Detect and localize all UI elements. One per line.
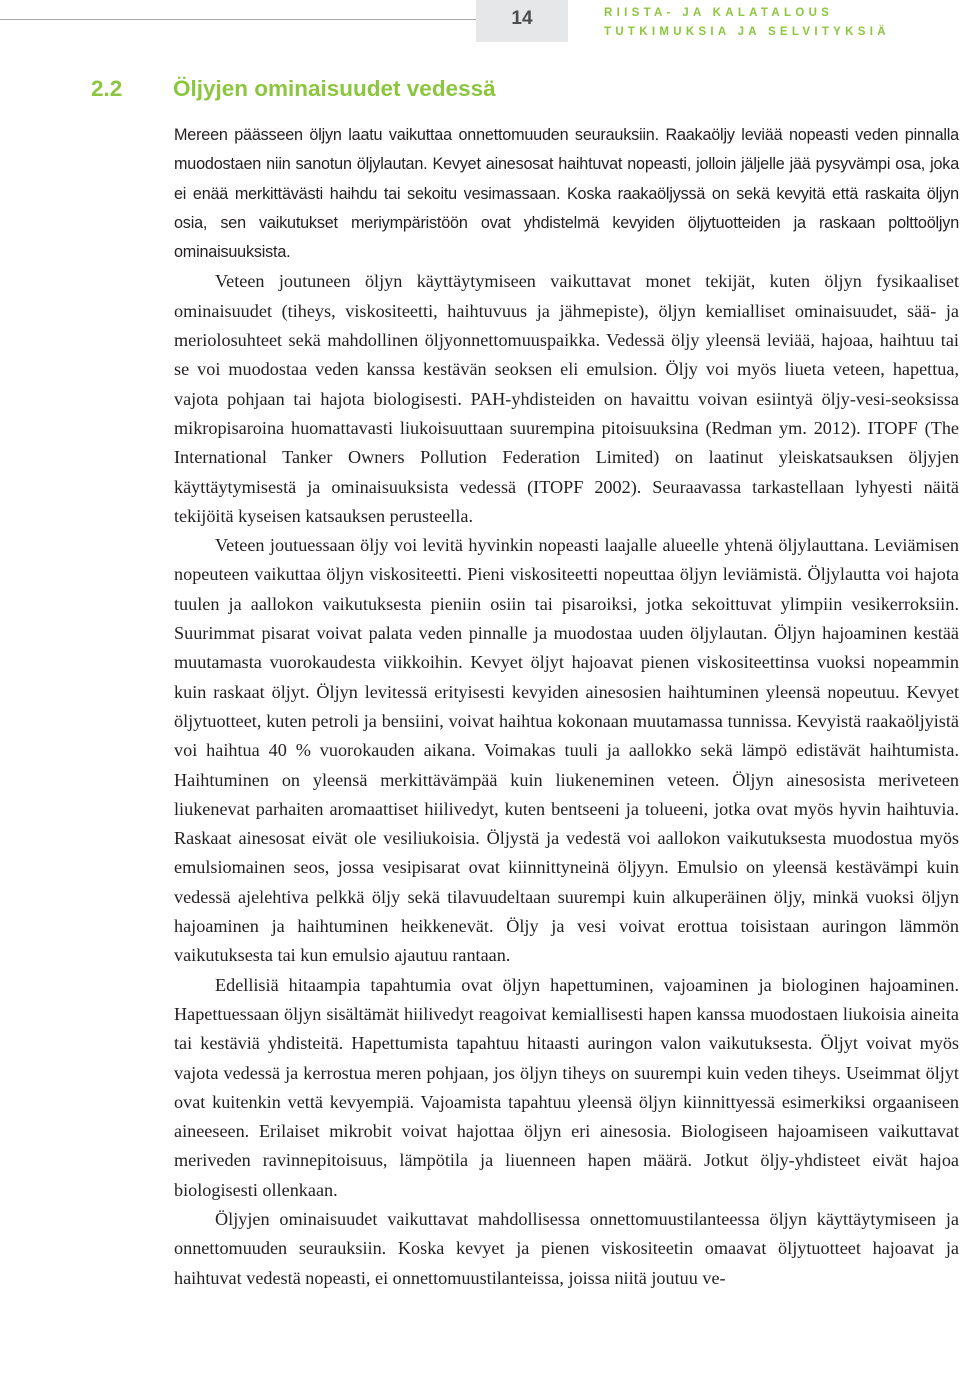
journal-title-line-2: TUTKIMUKSIA JA SELVITYKSIÄ xyxy=(604,26,890,38)
paragraph: Öljyjen ominaisuudet vaikuttavat mahdollisessa onnettomuustilanteessa öljyn käyttäytymiseen ja onnettomuuden seurauksiin. Koska kevyet ja pienen viskositeetin omaavat öljytuotteet hajoavat ja haihtuvat vedestä nopeasti, ei onnettomuustilanteissa, joissa niitä joutuu ve- xyxy=(174,1208,959,1288)
section-number: 2.2 xyxy=(91,76,123,101)
paragraph: Veteen joutuneen öljyn käyttäytymiseen vaikuttavat monet tekijät, kuten öljyn fysikaaliset ominaisuudet (tiheys, viskositeetti, haihtuvuus ja jähmepiste), öljyn kemialliset ominaisuudet, sää- ja meriolosuhteet sekä mahdollinen öljyonnettomuuspaikka. Vedessä öljy yleensä leviää, hajoaa, haihtuu tai se voi muodostaa veden kanssa kestävän seoksen eli emulsion. Öljy voi myös liueta veteen, hapettua, vajota pohjaan tai hajota biologisesti. PAH-yhdisteiden on havaittu voivan esiintyä öljy-vesi-seoksissa mikropisaroina huomattavasti liukoisuuttaan suurempina pitoisuuksina (Redman ym. 2012). ITOPF (The International Tanker Owners Pollution Federation Limited) on laatinut yleiskatsauksen öljyjen käyttäytymisestä ja ominaisuuksista vedessä (ITOPF 2002). Seuraavassa tarkastellaan lyhyesti näitä tekijöitä kyseisen katsauksen perusteella. xyxy=(174,271,959,526)
journal-title xyxy=(604,4,890,42)
paragraph: Mereen päässeen öljyn laatu vaikuttaa onnettomuuden seurauksiin. Raakaöljy leviää nopeasti veden pinnalla muodostaen niin sanotun öljylautan. Kevyet ainesosat haihtuvat nopeasti, jolloin jäljelle jää pysyvämpi osa, joka ei enää merkittävästi haihdu tai sekoitu vesimassaan. Koska raakaöljyssä on sekä kevyitä että raskaita öljyn osia, sen vaikutukset meriympäristöön ovat yhdistelmä kevyiden öljytuotteiden ja raskaan polttoöljyn ominaisuuksista. xyxy=(174,126,959,262)
header-rule xyxy=(0,19,476,20)
paragraph: Edellisiä hitaampia tapahtumia ovat öljyn hapettuminen, vajoaminen ja biologinen hajoaminen. Hapettuessaan öljyn sisältämät hiilivedyt reagoivat kemiallisesti hapen kanssa muodostaen liukoisia aineita tai kestäviä yhdisteitä. Hapettumista tapahtuu hitaasti auringon valon vaikutuksesta. Öljyt voivat myös vajota vedessä ja kerrostua meren pohjaan, jos öljyn tiheys on suurempi kuin veden tiheys. Useimmat öljyt ovat kuitenkin vettä kevyempiä. Vajoamista tapahtuu yleensä öljyn kiinnittyessä esimerkiksi orgaaniseen aineeseen. Erilaiset mikrobit voivat hajottaa öljyn eri ainesosia. Biologiseen hajoamiseen vaikuttavat meriveden ravinnepitoisuus, lämpötila ja liuenneen hapen määrä. Jotkut öljy-yhdisteet eivät hajoa biologisesti ollenkaan. xyxy=(174,974,959,1200)
section-title: Öljyjen ominaisuudet vedessä xyxy=(173,76,496,101)
page-number: 14 xyxy=(511,8,533,29)
section-heading xyxy=(91,76,496,102)
journal-title-line-1: RIISTA- JA KALATALOUS xyxy=(604,7,834,19)
paragraph: Veteen joutuessaan öljy voi levitä hyvinkin nopeasti laajalle alueelle yhtenä öljylauttana. Leviämisen nopeuteen vaikuttaa öljyn viskositeetti. Pieni viskositeetti nopeuttaa öljyn leviämistä. Öljylautta voi hajota tuulen ja aallokon vaikutuksesta pieniin osiin tai pisaroiksi, jotka sekoittuvat ylimpiin vesikerroksiin. Suurimmat pisarat voivat palata veden pinnalle ja muodostaa uuden öljylautan. Öljyn hajoaminen kestää muutamasta vuorokaudesta viikkoihin. Kevyet öljyt hajoavat pienen viskositeettinsa vuoksi nopeammin kuin raskaat öljyt. Öljyn levitessä erityisesti kevyiden ainesosien haihtuminen yleensä nopeutuu. Kevyet öljytuotteet, kuten petroli ja bensiini, voivat haihtua kokonaan muutamassa tunnissa. Kevyistä raakaöljyistä voi haihtua 40 % vuorokauden aikana. Voimakas tuuli ja aallokko sekä lämpö edistävät haihtumista. Haihtuminen on yleensä merkittävämpää kuin liukeneminen veteen. Öljyn ainesosista meriveteen liukenevat parhaiten aromaattiset hiilivedyt, kuten bentseeni ja tolueeni, jotka ovat myös hyvin haihtuvia. Raskaat ainesosat eivät ole vesiliukoisia. Öljystä ja vedestä voi aallokon vaikutuksesta muodostua myös emulsiomainen seos, jossa vesipisarat ovat kiinnittyneinä öljyyn. Emulsio on yleensä kestävämpi kuin vedessä ajelehtiva pelkkä öljy sekä tilavuudeltaan suurempi kuin alkuperäinen öljy, minkä vuoksi öljyn hajoaminen ja haihtuminen heikkenevät. Öljy ja vesi voivat erottua toisistaan auringon lämmön vaikutuksesta tai kun emulsio ajautuu rantaan. xyxy=(174,535,959,966)
body-text xyxy=(174,121,959,1293)
